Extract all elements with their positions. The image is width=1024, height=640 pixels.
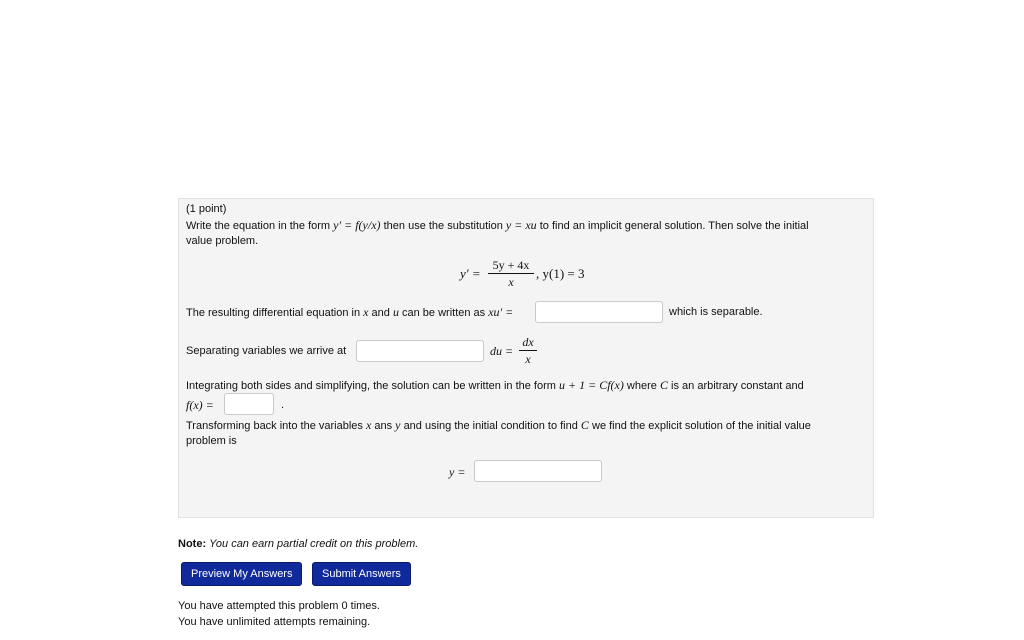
attempts-remaining-status: You have unlimited attempts remaining.: [178, 616, 371, 628]
dx-numerator: dx: [522, 335, 534, 349]
intro-text-a: Write the equation in the form: [186, 220, 331, 232]
attempts-status: You have attempted this problem 0 times.: [178, 600, 380, 612]
line4-text-a: Transforming back into the variables: [186, 420, 363, 432]
equation-numerator: 5y + 4x: [492, 258, 530, 272]
intro-text-c: to find an implicit general solution. Then solve the initial: [539, 220, 809, 232]
equation-lhs: y′ =: [460, 266, 481, 281]
transforming-line: [186, 417, 811, 434]
dx-over-x-fraction: [519, 335, 537, 366]
line1-text-b: can be written as: [402, 307, 486, 319]
problem-intro-line: [186, 217, 809, 234]
intro-sub-math: y = xu: [505, 218, 537, 232]
line4-x: x: [365, 418, 372, 432]
intro-text-d: value problem.: [186, 235, 259, 247]
resulting-equation-line: [186, 304, 513, 321]
intro-text-b: then use the substitution: [383, 220, 503, 232]
du-equals: du =: [490, 344, 514, 358]
line1-text-a: The resulting differential equation in: [186, 307, 361, 319]
preview-answers-button[interactable]: Preview My Answers: [181, 562, 302, 586]
line3-text-b: where: [626, 380, 657, 392]
x-denominator: x: [525, 352, 531, 366]
equation-fraction: [488, 258, 534, 289]
line4-y: y: [395, 418, 401, 432]
integrating-line: [186, 377, 804, 394]
note-label: Note:: [178, 538, 207, 550]
f-of-x-label: f(x) =: [186, 398, 214, 412]
line4-ans: ans: [374, 420, 393, 432]
fraction-bar: [488, 273, 534, 274]
point-value: (1 point): [186, 203, 227, 215]
line4-text-c: we find the explicit solution of the initial value: [592, 420, 811, 432]
line1-x: x: [363, 305, 369, 319]
initial-condition: , y(1) = 3: [536, 266, 585, 281]
y-solution-answer-input[interactable]: [474, 460, 602, 482]
line1-and: and: [371, 307, 390, 319]
line3-form: u + 1 = Cf(x): [559, 378, 624, 392]
line3-text-a: Integrating both sides and simplifying, the solution can be written in the form: [186, 380, 556, 392]
intro-form-math: y′ = f(y/x): [333, 218, 381, 232]
xu-prime-answer-input[interactable]: [535, 301, 663, 323]
separated-answer-input[interactable]: [356, 340, 484, 362]
y-equals: y =: [449, 465, 466, 479]
line4-C: C: [580, 418, 589, 432]
line1-text-c: which is separable.: [669, 306, 763, 318]
line4-text-b: and using the initial condition to find: [403, 420, 578, 432]
line3-C: C: [659, 378, 668, 392]
submit-answers-button[interactable]: Submit Answers: [312, 562, 411, 586]
line3-dot: .: [281, 399, 285, 411]
separating-variables-label: Separating variables we arrive at: [186, 345, 347, 357]
f-of-x-answer-input[interactable]: [224, 393, 274, 415]
fraction-bar: [519, 350, 537, 351]
line1-expr: xu′ =: [488, 305, 514, 319]
equation-denominator: x: [508, 275, 514, 289]
partial-credit-note: [178, 536, 418, 552]
note-text: You can earn partial credit on this problem.: [209, 538, 419, 550]
line3-text-c: is an arbitrary constant and: [671, 380, 804, 392]
line4-text-d: problem is: [186, 435, 237, 447]
line1-u: u: [392, 305, 399, 319]
